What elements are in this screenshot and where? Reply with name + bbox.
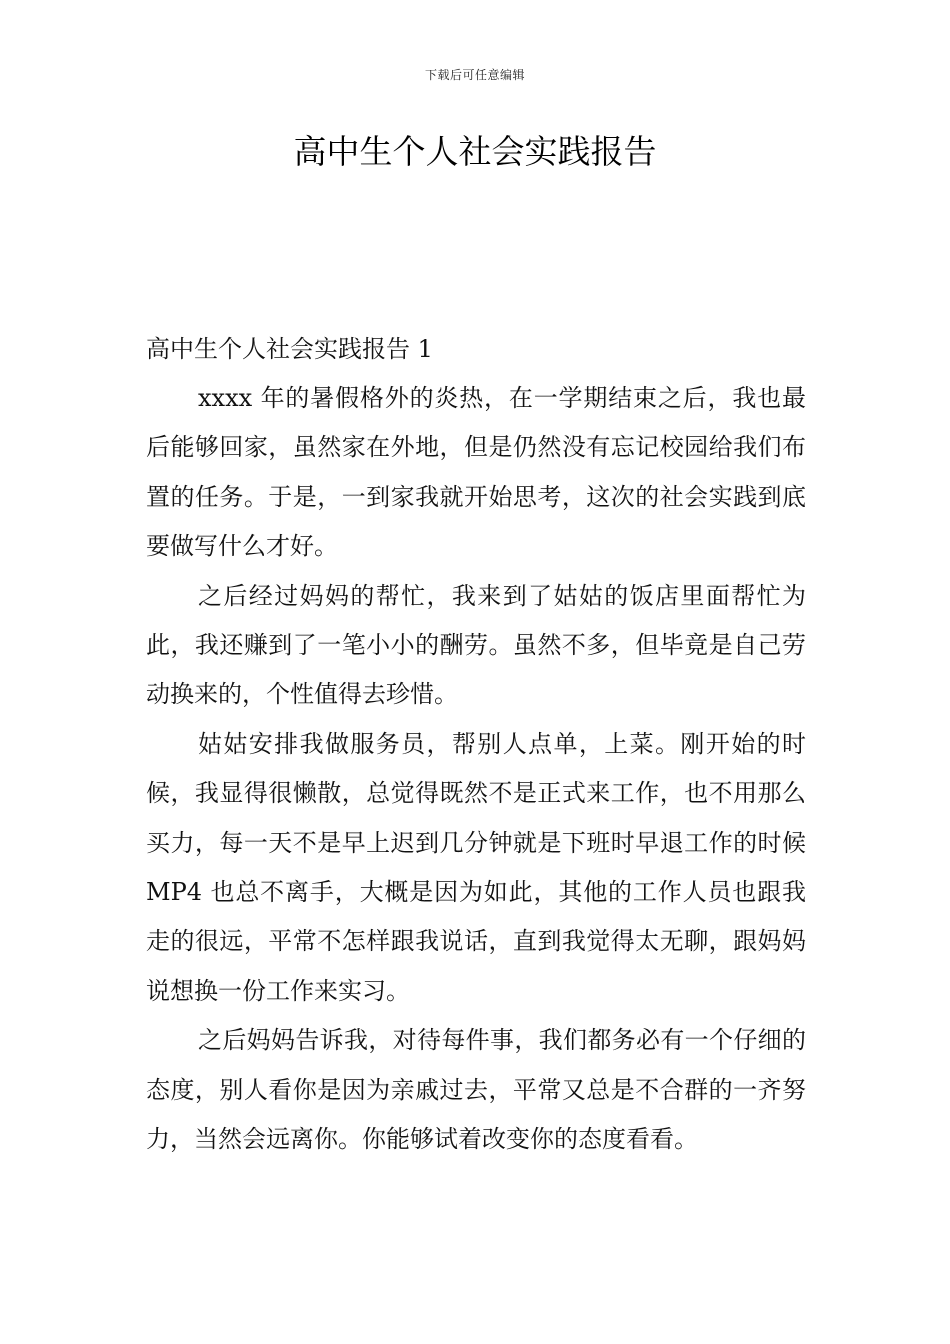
paragraph-1: xxxx 年的暑假格外的炎热，在一学期结束之后，我也最后能够回家，虽然家在外地，但是仍然没有忘记校园给我们布置的任务。于是，一到家我就开始思考，这次的社会实践到底要做写什么才好。	[146, 384, 806, 561]
header-note: 下载后可任意编辑	[424, 68, 525, 82]
section-heading: 高中生个人社会实践报告 1	[146, 335, 433, 363]
document-title: 高中生个人社会实践报告	[293, 132, 657, 171]
paragraph-4: 之后妈妈告诉我，对待每件事，我们都务必有一个仔细的态度，别人看你是因为亲戚过去，平常又总是不合群的一齐努力，当然会远离你。你能够试着改变你的态度看看。	[146, 1026, 806, 1154]
document-body	[146, 324, 806, 1165]
paragraph-2: 之后经过妈妈的帮忙，我来到了姑姑的饭店里面帮忙为此，我还赚到了一笔小小的酬劳。虽然不多，但毕竟是自己劳动换来的，个性值得去珍惜。	[146, 581, 806, 709]
paragraph-3: 姑姑安排我做服务员，帮别人点单，上菜。刚开始的时候，我显得很懒散，总觉得既然不是正式来工作，也不用那么买力，每一天不是早上迟到几分钟就是下班时早退工作的时候 MP4 也总不离手，大概是因为如此，其他的工作人员也跟我走的很远，平常不怎样跟我说话，直到我觉得太无聊，跟妈妈说想换一份工作来实习。	[146, 729, 806, 1005]
